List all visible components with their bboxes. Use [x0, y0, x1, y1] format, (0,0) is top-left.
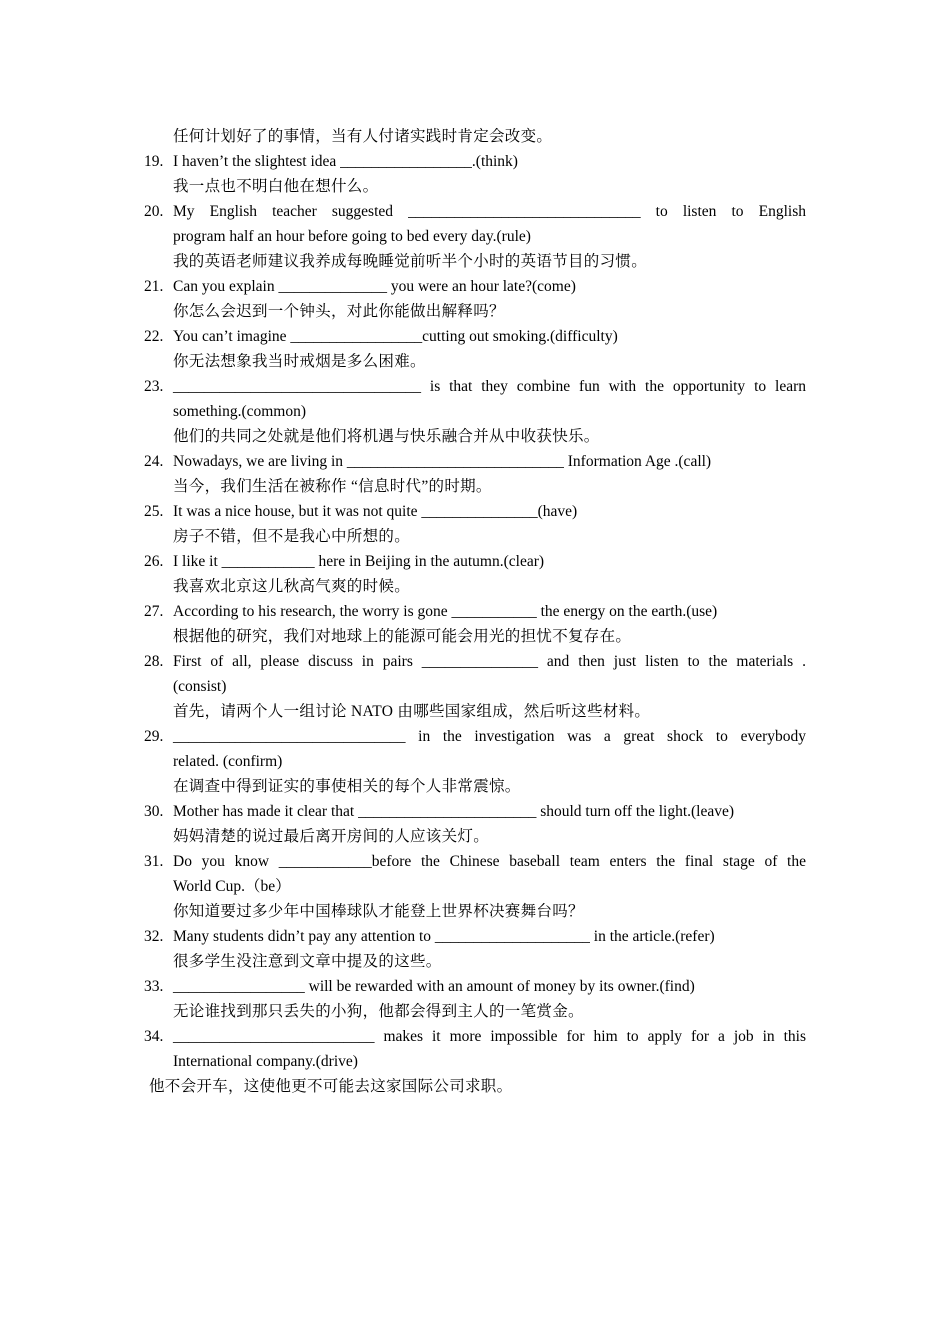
- chinese-translation: 我的英语老师建议我养成每晚睡觉前听半个小时的英语节目的习惯。: [173, 253, 648, 270]
- sentence-continuation: (consist): [173, 678, 227, 695]
- exercise-item: [144, 849, 806, 874]
- exercise-item: [144, 799, 806, 824]
- item-number: 19.: [144, 153, 164, 170]
- item-number: 20.: [144, 203, 164, 220]
- sentence-continuation: program half an hour before going to bed every day.(rule): [173, 228, 531, 245]
- item-sentence: According to his research, the worry is gone ___________ the energy on the earth.(use): [173, 603, 718, 620]
- chinese-translation: 任何计划好了的事情，当有人付诸实践时肯定会改变。: [173, 128, 553, 145]
- chinese-translation: 很多学生没注意到文章中提及的这些。: [173, 953, 442, 970]
- chinese-translation: 根据他的研究，我们对地球上的能源可能会用光的担忧不复存在。: [173, 628, 632, 645]
- item-sentence: I haven’t the slightest idea _________________.(think): [173, 153, 518, 170]
- exercise-item: [144, 974, 806, 999]
- chinese-translation: 你知道要过多少年中国棒球队才能登上世界杯决赛舞台吗？: [173, 903, 584, 920]
- exercise-item: [144, 924, 806, 949]
- item-sentence: Do you know ____________before the Chinese baseball team enters the final stage of the: [173, 853, 806, 870]
- chinese-translation: 你怎么会迟到一个钟头，对此你能做出解释吗？: [173, 303, 505, 320]
- item-number: 30.: [144, 803, 164, 820]
- item-sentence: Can you explain ______________ you were an hour late?(come): [173, 278, 576, 295]
- chinese-translation: 我喜欢北京这儿秋高气爽的时候。: [173, 578, 411, 595]
- item-number: 32.: [144, 928, 164, 945]
- chinese-translation: 我一点也不明白他在想什么。: [173, 178, 379, 195]
- item-sentence: It was a nice house, but it was not quite _______________(have): [173, 503, 578, 520]
- item-sentence: Many students didn’t pay any attention to ____________________ in the article.(refer): [173, 928, 715, 945]
- item-sentence: Nowadays, we are living in ____________________________ Information Age .(call): [173, 453, 712, 470]
- exercise-list: [144, 124, 806, 1099]
- chinese-translation: 他不会开车，这使他更不可能去这家国际公司求职。: [149, 1078, 513, 1095]
- chinese-translation: 你无法想象我当时戒烟是多么困难。: [173, 353, 426, 370]
- item-number: 25.: [144, 503, 164, 520]
- item-number: 26.: [144, 553, 164, 570]
- item-number: 27.: [144, 603, 164, 620]
- exercise-item: [144, 549, 806, 574]
- exercise-item: [144, 649, 806, 674]
- chinese-translation: 首先，请两个人一组讨论 NATO 由哪些国家组成，然后听这些材料。: [173, 703, 651, 720]
- item-number: 28.: [144, 653, 164, 670]
- chinese-translation: 当今，我们生活在被称作 “信息时代”的时期。: [173, 478, 492, 495]
- item-number: 33.: [144, 978, 164, 995]
- exercise-item: [144, 274, 806, 299]
- exercise-item: [144, 499, 806, 524]
- chinese-translation: 在调查中得到证实的事使相关的每个人非常震惊。: [173, 778, 521, 795]
- item-number: 31.: [144, 853, 164, 870]
- exercise-item: [144, 199, 806, 224]
- item-sentence: ______________________________ in the investigation was a great shock to everybody: [173, 728, 806, 745]
- exercise-item: [144, 149, 806, 174]
- sentence-continuation: International company.(drive): [173, 1053, 358, 1070]
- item-number: 21.: [144, 278, 164, 295]
- item-sentence: __________________________ makes it more impossible for him to apply for a job in this: [173, 1028, 806, 1045]
- chinese-translation: 他们的共同之处就是他们将机遇与快乐融合并从中收获快乐。: [173, 428, 600, 445]
- sentence-continuation: World Cup.（be）: [173, 878, 291, 895]
- item-number: 22.: [144, 328, 164, 345]
- item-sentence: _________________ will be rewarded with an amount of money by its owner.(find): [173, 978, 695, 995]
- item-number: 29.: [144, 728, 164, 745]
- exercise-item: [144, 374, 806, 399]
- exercise-item: [144, 324, 806, 349]
- item-sentence: First of all, please discuss in pairs _______________ and then just listen to the materials .: [173, 653, 806, 670]
- item-sentence: ________________________________ is that they combine fun with the opportunity to learn: [173, 378, 806, 395]
- sentence-continuation: related. (confirm): [173, 753, 283, 770]
- sentence-continuation: something.(common): [173, 403, 307, 420]
- exercise-item: [144, 1024, 806, 1049]
- item-sentence: My English teacher suggested ______________________________ to listen to English: [173, 203, 806, 220]
- chinese-translation: 房子不错，但不是我心中所想的。: [173, 528, 411, 545]
- exercise-item: [144, 449, 806, 474]
- chinese-translation: 无论谁找到那只丢失的小狗，他都会得到主人的一笔赏金。: [173, 1003, 584, 1020]
- item-sentence: I like it ____________ here in Beijing in the autumn.(clear): [173, 553, 545, 570]
- item-number: 34.: [144, 1028, 164, 1045]
- item-number: 23.: [144, 378, 164, 395]
- item-number: 24.: [144, 453, 164, 470]
- exercise-item: [144, 724, 806, 749]
- item-sentence: You can’t imagine _________________cutting out smoking.(difficulty): [173, 328, 618, 345]
- item-sentence: Mother has made it clear that _______________________ should turn off the light.(leave): [173, 803, 735, 820]
- chinese-translation: 妈妈清楚的说过最后离开房间的人应该关灯。: [173, 828, 490, 845]
- exercise-item: [144, 599, 806, 624]
